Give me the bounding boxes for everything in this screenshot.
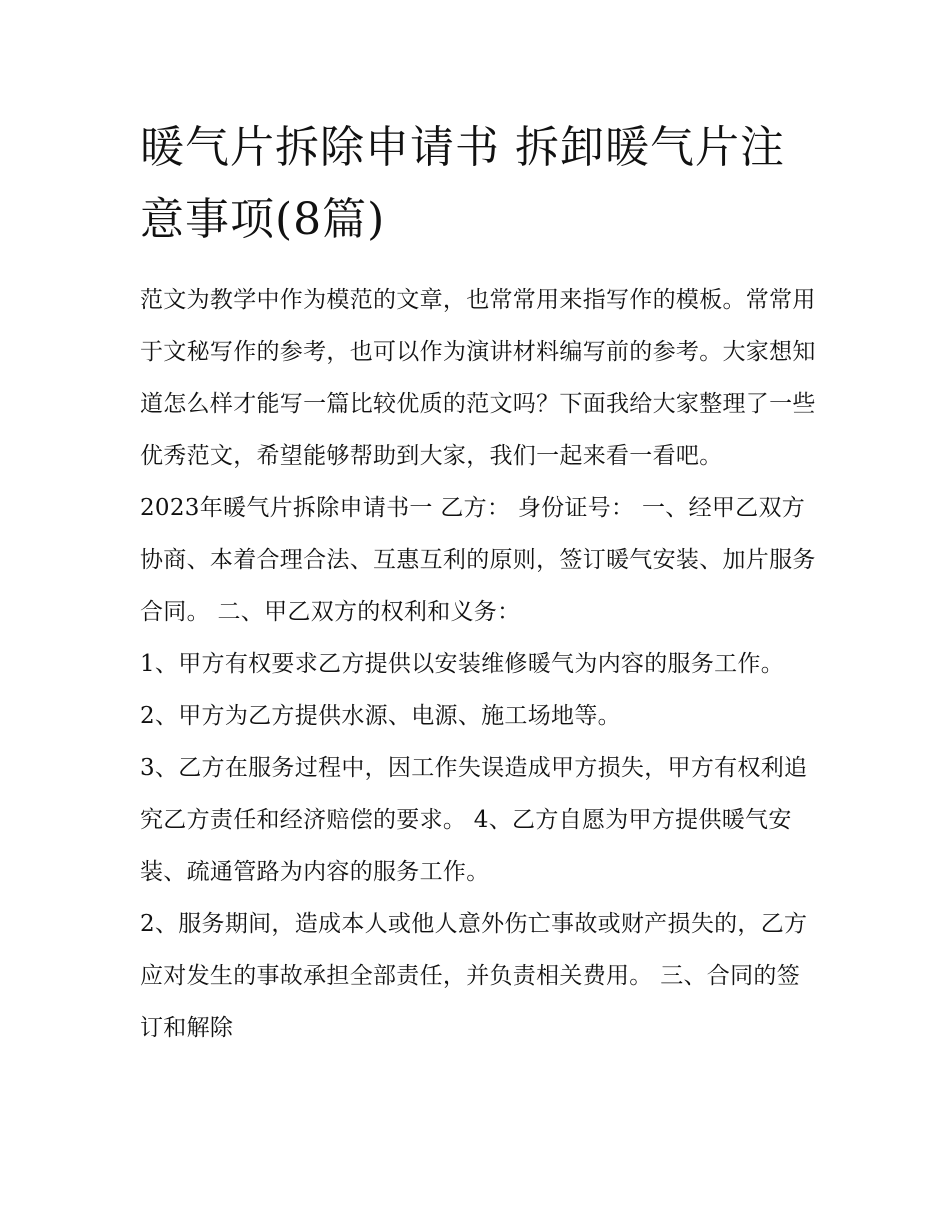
paragraph-clause-3-4: 3、乙方在服务过程中，因工作失误造成甲方损失，甲方有权利追究乙方责任和经济赔偿的要求。 4、乙方自愿为甲方提供暖气安装、疏通管路为内容的服务工作。 [140, 755, 808, 885]
page-title: 暖气片拆除申请书 拆卸暖气片注意事项(8篇) [140, 122, 785, 245]
paragraph-contract-parties: 2023年暖气片拆除申请书一 乙方： 身份证号： 一、经甲乙双方协商、本着合理合法、互惠互利的原则，签订暖气安装、加片服务合同。 二、甲乙双方的权利和义务： [140, 495, 816, 625]
document-body [140, 112, 820, 1054]
paragraph-intro: 范文为教学中作为模范的文章，也常常用来指写作的模板。常常用于文秘写作的参考，也可以作为演讲材料编写前的参考。大家想知道怎么样才能写一篇比较优质的范文吗？下面我给大家整理了一些优秀范文，希望能够帮助到大家，我们一起来看一看吧。 [140, 287, 816, 469]
paragraph-clause-1-2: 1、甲方有权要求乙方提供以安装维修暖气为内容的服务工作。 2、甲方为乙方提供水源、电源、施工场地等。 [140, 651, 785, 729]
paragraph-service-period: 2、服务期间，造成本人或他人意外伤亡事故或财产损失的，乙方应对发生的事故承担全部责任，并负责相关费用。 三、合同的签订和解除 [140, 911, 808, 1041]
